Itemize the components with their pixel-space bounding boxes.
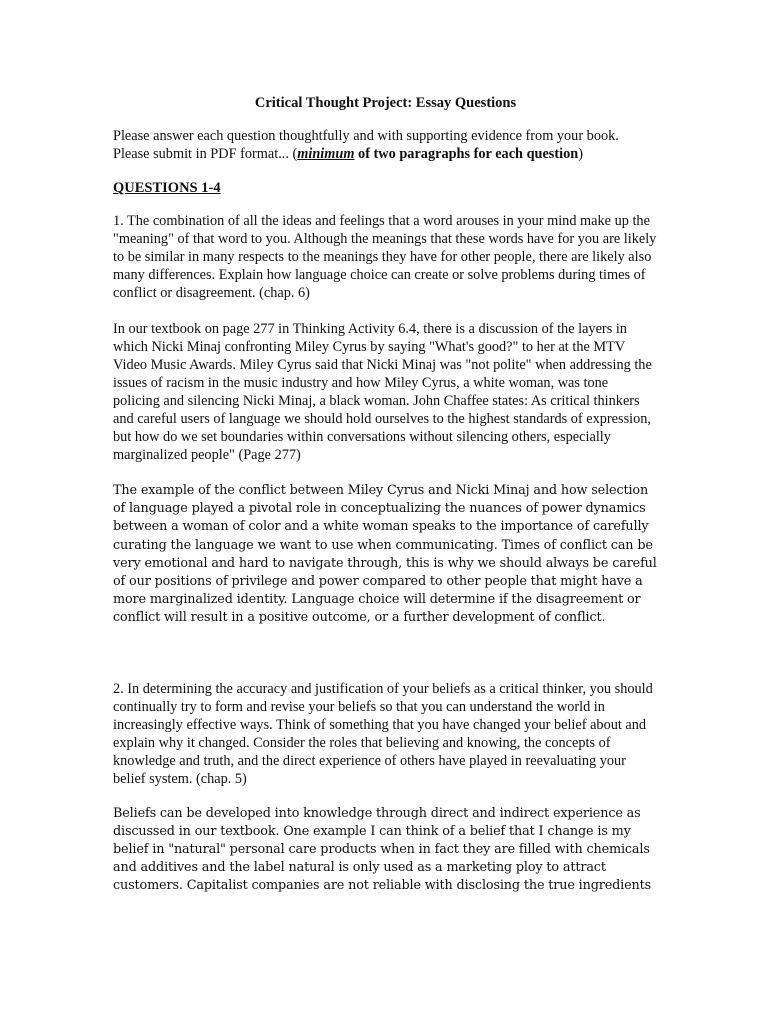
question-1: 1. The combination of all the ideas and feelings that a word arouses in your mind make up the "meaning" of that word to you. Although the meanings that these words have for you are likely to be similar in many respects to the meanings they have for other people, there are likely also many differences. Explain how language choice can create or solve problems during times of conflict or disagreement. (chap. 6) <box>113 213 657 301</box>
intro-text: Please answer each question thoughtfully and with supporting evidence from your book. Please submit in PDF format... ( <box>113 128 619 162</box>
document-title: Critical Thought Project: Essay Questions <box>254 95 517 111</box>
intro-emphasis: minimum <box>297 146 355 162</box>
intro-bold-tail: of two paragraphs for each question <box>354 146 579 162</box>
intro-paragraph <box>113 127 658 163</box>
section-heading: QUESTIONS 1-4 <box>113 180 221 196</box>
answer-2: Beliefs can be developed into knowledge through direct and indirect experience as discussed in our textbook. One example I can think of a belief that I change is my belief in "natural" personal care products when in fact they are filled with chemicals and additives and the label natural is only used as a marketing ploy to attract customers. Capitalist companies are not reliable with disclosing the true ingredients <box>113 805 652 894</box>
document-body <box>113 94 658 896</box>
intro-close: ) <box>578 146 583 162</box>
answer-1: The example of the conflict between Miley Cyrus and Nicki Minaj and how selection of language played a pivotal role in conceptualizing the nuances of power dynamics between a woman of color and a white woman speaks to the importance of carefully curating the language we want to use when communicating. Times of conflict can be very emotional and hard to navigate through, this is why we should always be careful of our positions of privilege and power compared to other people that might have a more marginalized identity. Language choice will determine if the disagreement or conflict will result in a positive outcome, or a further development of conflict. <box>113 483 657 626</box>
quote-paragraph: In our textbook on page 277 in Thinking Activity 6.4, there is a discussion of the layers in which Nicki Minaj confronting Miley Cyrus by saying "What's good?" to her at the MTV Video Music Awards. Miley Cyrus said that Nicki Minaj was "not polite" when addressing the issues of racism in the music industry and how Miley Cyrus, a white woman, was tone policing and silencing Nicki Minaj, a black woman. John Chaffee states: As critical thinkers and careful users of language we should hold ourselves to the highest standards of expression, but how do we set boundaries within conversations without silencing others, especially marginalized people" (Page 277) <box>113 321 652 463</box>
question-2: 2. In determining the accuracy and justification of your beliefs as a critical thinker, you should continually try to form and revise your beliefs so that you can understand the world in increasingly effective ways. Think of something that you have changed your belief about and explain why it changed. Consider the roles that believing and knowing, the concepts of knowledge and truth, and the direct experience of others have played in reevaluating your belief system. (chap. 5) <box>113 680 653 787</box>
